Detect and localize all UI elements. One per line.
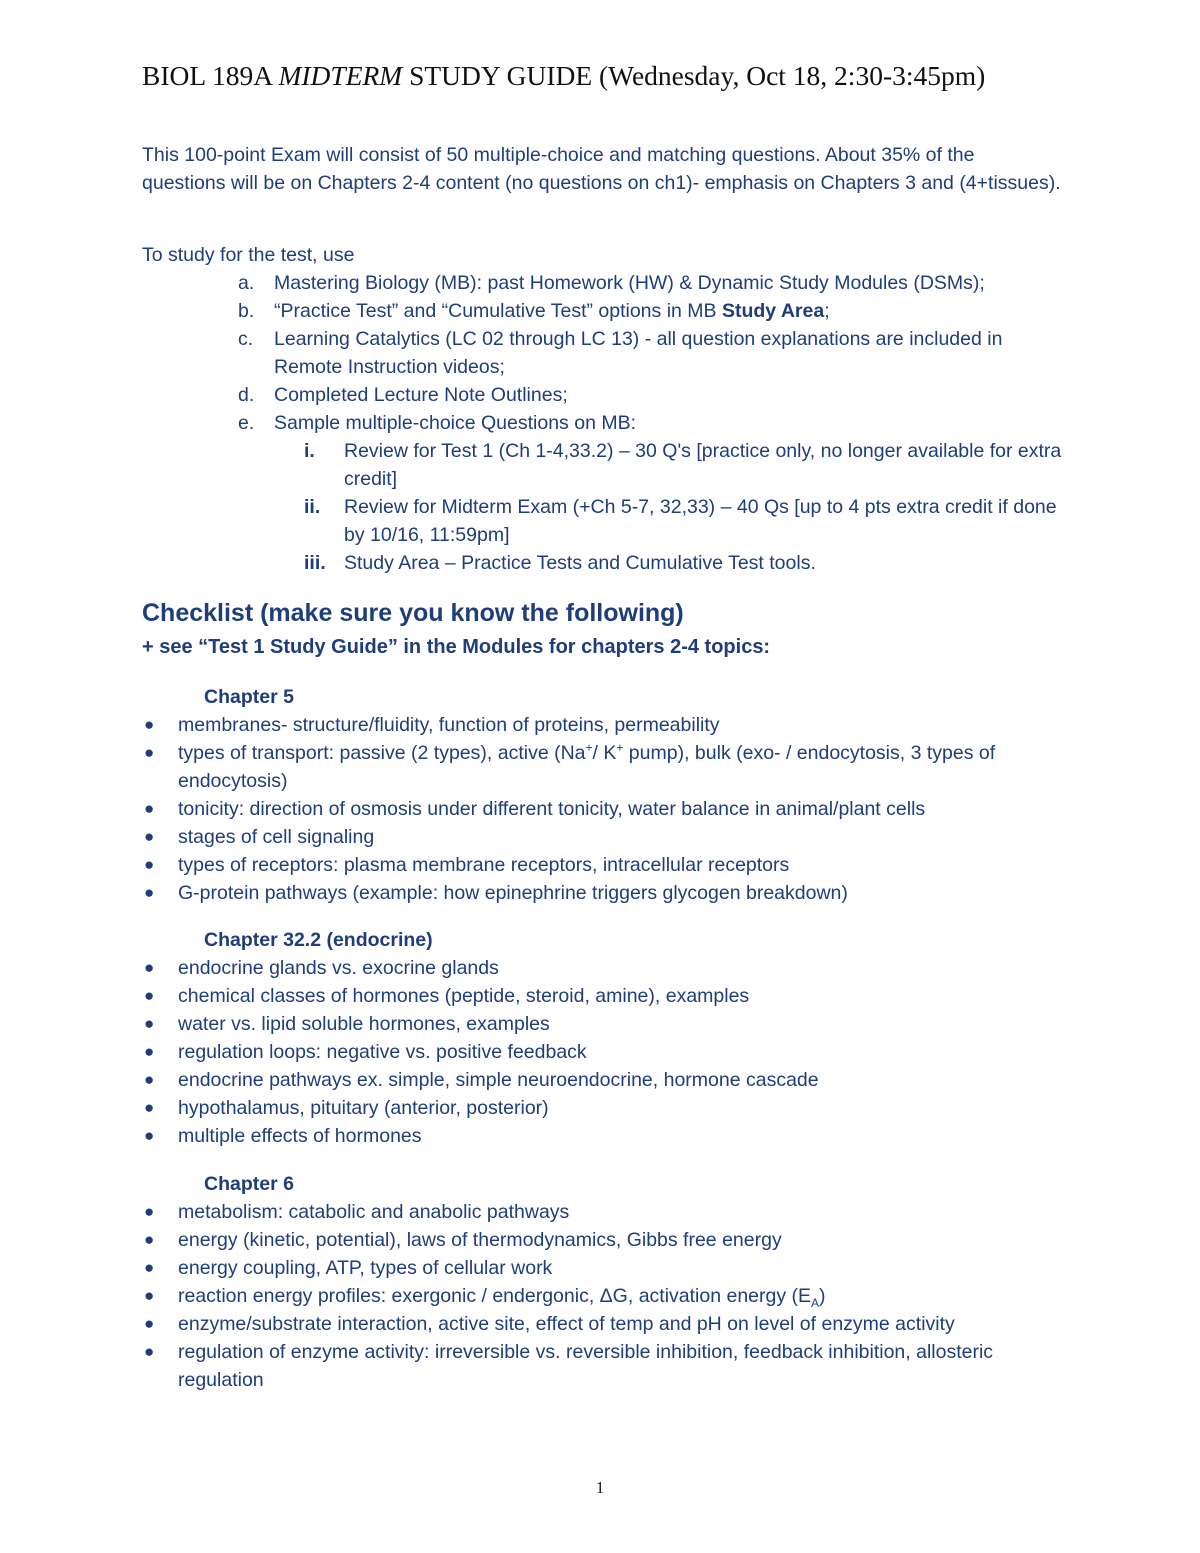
list-item — [142, 1198, 1072, 1226]
list-item — [142, 1122, 1072, 1150]
checklist-subheading: + see “Test 1 Study Guide” in the Modules for chapters 2-4 topics: — [142, 636, 771, 658]
list-item-text: multiple effects of hormones — [178, 1125, 422, 1147]
bullet-icon: ● — [144, 1258, 155, 1277]
list-item-text: membranes- structure/fluidity, function of proteins, permeability — [178, 714, 720, 736]
list-item — [142, 739, 1072, 795]
list-item-text: endocrine glands vs. exocrine glands — [178, 957, 499, 979]
chapter-heading: Chapter 6 — [204, 1173, 294, 1195]
study-item-b — [142, 297, 1062, 325]
bullet-icon: ● — [144, 1342, 155, 1361]
chapter-5-list — [142, 711, 1072, 907]
list-item-text: G-protein pathways (example: how epinephrine triggers glycogen breakdown) — [178, 882, 848, 904]
study-resources-list — [142, 269, 1062, 577]
title-prefix: BIOL 189A — [142, 60, 279, 91]
superscript: + — [616, 740, 624, 755]
list-item-text: Review for Midterm Exam (+Ch 5-7, 32,33) – 40 Qs [up to 4 pts extra credit if done by 10/16, 11:59pm] — [344, 496, 1057, 546]
bullet-icon: ● — [144, 883, 155, 902]
list-item-text: types of receptors: plasma membrane receptors, intracellular receptors — [178, 854, 790, 876]
list-item — [142, 954, 1072, 982]
list-item-text: regulation loops: negative vs. positive feedback — [178, 1041, 587, 1063]
bullet-icon: ● — [144, 1098, 155, 1117]
bullet-icon: ● — [144, 986, 155, 1005]
list-item-text: water vs. lipid soluble hormones, examples — [178, 1013, 550, 1035]
bullet-icon: ● — [144, 1286, 155, 1305]
chapter-heading: Chapter 5 — [204, 686, 294, 708]
list-item-text: stages of cell signaling — [178, 826, 375, 848]
bullet-icon: ● — [144, 1070, 155, 1089]
list-item-text: Completed Lecture Note Outlines; — [274, 384, 568, 406]
bullet-icon: ● — [144, 1314, 155, 1333]
list-item-text: types of transport: passive (2 types), active (Na — [178, 742, 586, 764]
list-marker: i. — [304, 440, 315, 462]
list-item — [142, 711, 1072, 739]
study-subitem-i — [142, 437, 1062, 493]
bullet-icon: ● — [144, 1126, 155, 1145]
list-item-text: chemical classes of hormones (peptide, steroid, amine), examples — [178, 985, 750, 1007]
list-item — [142, 1254, 1072, 1282]
list-item — [142, 879, 1072, 907]
list-marker: a. — [238, 272, 255, 294]
checklist-heading: Checklist (make sure you know the following) — [142, 599, 684, 627]
list-item — [142, 795, 1072, 823]
list-marker: e. — [238, 412, 255, 434]
list-item-text: pump), bulk (exo- / endocytosis, 3 types of endocytosis) — [178, 742, 996, 792]
chapter-32-section — [142, 926, 1072, 1150]
list-item — [142, 823, 1072, 851]
list-item — [142, 1282, 1072, 1310]
list-item-text: enzyme/substrate interaction, active site, effect of temp and pH on level of enzyme activity — [178, 1313, 955, 1335]
list-item-text: ) — [819, 1285, 826, 1307]
bullet-icon: ● — [144, 855, 155, 874]
study-subitem-ii — [142, 493, 1062, 549]
list-item-text: regulation of enzyme activity: irreversible vs. reversible inhibition, feedback inhibition, allosteric regulation — [178, 1341, 994, 1391]
list-item — [142, 1010, 1072, 1038]
chapter-6-list — [142, 1198, 1072, 1394]
list-item-text: / K — [592, 742, 617, 764]
list-marker: b. — [238, 300, 255, 322]
bullet-icon: ● — [144, 1042, 155, 1061]
list-marker: ii. — [304, 496, 321, 518]
list-item-text: Sample multiple-choice Questions on MB: — [274, 412, 636, 434]
bullet-icon: ● — [144, 1014, 155, 1033]
superscript: + — [585, 740, 593, 755]
chapter-6-section — [142, 1170, 1072, 1394]
title-suffix: STUDY GUIDE (Wednesday, Oct 18, 2:30-3:45pm) — [402, 60, 986, 91]
study-subitem-iii — [142, 549, 1062, 577]
list-marker: iii. — [304, 552, 326, 574]
subscript: A — [811, 1295, 820, 1310]
list-item-text: Mastering Biology (MB): past Homework (HW) & Dynamic Study Modules (DSMs); — [274, 272, 985, 294]
list-item-text: “Practice Test” and “Cumulative Test” options in MB — [274, 300, 722, 322]
bullet-icon: ● — [144, 715, 155, 734]
list-item — [142, 982, 1072, 1010]
document-title — [142, 56, 985, 96]
list-item-text: Review for Test 1 (Ch 1-4,33.2) – 30 Q's [practice only, no longer available for extra credit] — [344, 440, 1062, 490]
study-item-c — [142, 325, 1062, 381]
bullet-icon: ● — [144, 1230, 155, 1249]
list-item — [142, 1038, 1072, 1066]
bullet-icon: ● — [144, 743, 155, 762]
study-area-emphasis: Study Area — [721, 300, 825, 322]
list-item-text: tonicity: direction of osmosis under different tonicity, water balance in animal/plant cells — [178, 798, 926, 820]
list-item — [142, 1226, 1072, 1254]
list-item-text: ; — [824, 300, 830, 322]
list-item — [142, 1338, 1072, 1394]
list-item-text: reaction energy profiles: exergonic / endergonic, ΔG, activation energy (E — [178, 1285, 812, 1307]
study-item-d — [142, 381, 1062, 409]
list-item-text: endocrine pathways ex. simple, simple neuroendocrine, hormone cascade — [178, 1069, 819, 1091]
study-lead: To study for the test, use — [142, 244, 355, 266]
list-item-text: metabolism: catabolic and anabolic pathways — [178, 1201, 570, 1223]
list-item-text: energy coupling, ATP, types of cellular work — [178, 1257, 553, 1279]
list-item — [142, 1094, 1072, 1122]
sample-questions-list — [274, 437, 1062, 577]
list-item — [142, 1310, 1072, 1338]
list-marker: d. — [238, 384, 255, 406]
bullet-icon: ● — [144, 827, 155, 846]
study-item-a — [142, 269, 1062, 297]
list-item-text: energy (kinetic, potential), laws of thermodynamics, Gibbs free energy — [178, 1229, 782, 1251]
bullet-icon: ● — [144, 958, 155, 977]
study-item-e — [142, 409, 1062, 577]
chapter-32-list — [142, 954, 1072, 1150]
list-item — [142, 851, 1072, 879]
bullet-icon: ● — [144, 799, 155, 818]
list-item-text: Study Area – Practice Tests and Cumulative Test tools. — [344, 552, 816, 574]
list-marker: c. — [238, 328, 254, 350]
chapter-5-section — [142, 683, 1072, 907]
list-item-text: Learning Catalytics (LC 02 through LC 13) - all question explanations are included in Remote Instruction videos; — [274, 328, 1003, 378]
title-italic: MIDTERM — [278, 60, 403, 91]
page-number: 1 — [595, 1478, 605, 1497]
intro-paragraph: This 100-point Exam will consist of 50 multiple-choice and matching questions. About 35% of the questions will be on Chapters 2-4 content (no questions on ch1)- emphasis on Chapters 3 and (4+tissues). — [142, 144, 1061, 194]
list-item-text: hypothalamus, pituitary (anterior, posterior) — [178, 1097, 549, 1119]
chapter-heading: Chapter 32.2 (endocrine) — [204, 929, 433, 951]
list-item — [142, 1066, 1072, 1094]
bullet-icon: ● — [144, 1202, 155, 1221]
